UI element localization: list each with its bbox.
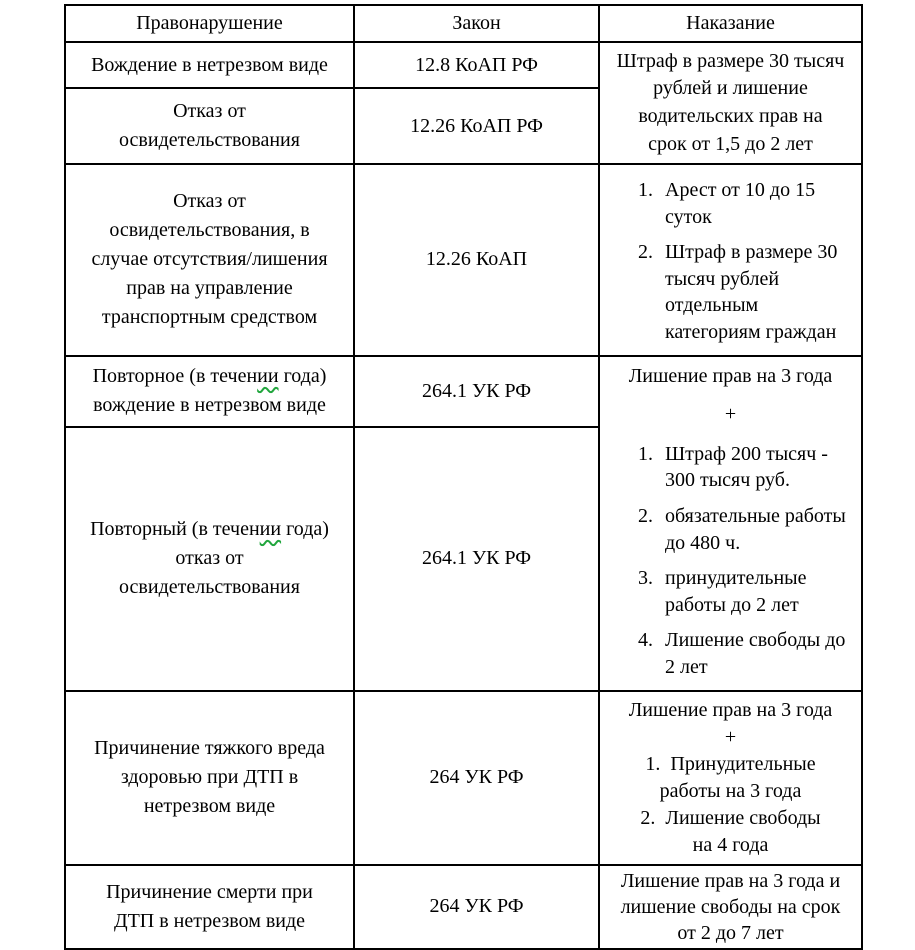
list-text: Штраф в размере 30 тысяч рублей отдельным категориям граждан — [665, 241, 838, 343]
cell-law-r7: 264 УК РФ — [354, 865, 599, 949]
punishment-line: срок от 1,5 до 2 лет — [648, 132, 813, 155]
row-grievous-harm — [65, 691, 862, 865]
offense-line: транспортным средством — [101, 306, 318, 329]
list-number: 1. — [638, 179, 653, 201]
list-number: 2. — [640, 806, 656, 829]
offense-text: Повторное (в течен — [92, 365, 258, 388]
offense-line: нетрезвом виде — [143, 795, 276, 817]
cell-offense-r7 — [65, 865, 354, 949]
list-text: принудительные работы до 2 лет — [665, 567, 807, 616]
offense-line: освидетельствования — [119, 576, 300, 599]
punishment-intro: Лишение прав на 3 года — [628, 698, 833, 721]
cell-offense-r6 — [65, 691, 354, 865]
punishment-line: Штраф в размере 30 тысяч — [616, 49, 845, 72]
offense-line: освидетельствования — [119, 129, 300, 151]
header-row — [65, 5, 862, 42]
cell-law-r6: 264 УК РФ — [354, 691, 599, 865]
offense-line: Причинение смерти при — [106, 880, 313, 903]
punishment-list-item — [638, 177, 855, 230]
offense-line: прав на управление — [126, 277, 293, 300]
punishment-line: Лишение прав на 3 года и — [620, 869, 841, 892]
list-number: 3. — [638, 567, 653, 590]
offense-line — [76, 362, 343, 391]
list-number: 4. — [638, 629, 653, 652]
punishment-list-line: на 4 года — [692, 833, 769, 856]
row-repeat-drunk-driving — [65, 356, 862, 427]
row-death — [65, 865, 862, 949]
offense-line: освидетельствования, в — [109, 219, 310, 242]
punishment-line: рублей и лишение — [653, 77, 808, 100]
offense-line: Отказ от — [173, 100, 246, 122]
header-offense: Правонарушение — [65, 5, 354, 42]
punishment-list-line: работы на 3 года — [659, 779, 802, 802]
punishment-list-item — [606, 805, 855, 832]
list-number: 1. — [638, 442, 653, 465]
offense-line — [76, 515, 343, 544]
punishment-line: водительских прав на — [638, 105, 823, 127]
offense-text: года) — [281, 518, 329, 541]
punishment-line: лишение свободы на срок — [620, 895, 841, 918]
list-text: Принудительные — [670, 752, 816, 775]
cell-punishment-r4-r5 — [599, 356, 862, 691]
punishment-list-item — [638, 565, 855, 618]
cell-law-r4: 264.1 УК РФ — [354, 356, 599, 427]
header-law: Закон — [354, 5, 599, 42]
offense-line: здоровью при ДТП в — [120, 766, 299, 788]
offense-line: отказ от — [175, 547, 244, 570]
cell-punishment-r1-r2 — [599, 42, 862, 164]
row-drunk-driving — [65, 42, 862, 88]
spellcheck-squiggle: ии — [257, 365, 279, 388]
list-number: 1. — [645, 752, 661, 775]
violations-table — [64, 4, 863, 950]
cell-punishment-r6 — [599, 691, 862, 865]
punishment-list-item — [606, 751, 855, 778]
list-text: Штраф 200 тысяч - 300 тысяч руб. — [665, 442, 828, 492]
row-refusal-no-license — [65, 164, 862, 356]
punishment-list-item — [638, 441, 855, 494]
cell-law-r2: 12.26 КоАП РФ — [354, 88, 599, 164]
punishment-list-item — [638, 627, 855, 680]
list-text: Лишение свободы — [665, 806, 821, 829]
offense-line: ДТП в нетрезвом виде — [113, 909, 306, 932]
cell-law-r5: 264.1 УК РФ — [354, 427, 599, 690]
punishment-list-item — [638, 239, 855, 345]
punishment-list-item — [638, 503, 855, 556]
punishment-line: от 2 до 7 лет — [677, 921, 784, 944]
list-text: обязательные работы до 480 ч. — [665, 504, 846, 554]
cell-punishment-r7 — [599, 865, 862, 949]
plus-sign: + — [724, 725, 737, 748]
header-punishment: Наказание — [599, 5, 862, 42]
offense-line: случае отсутствия/лишения — [91, 248, 328, 271]
cell-offense-r5 — [65, 427, 354, 690]
cell-law-r1: 12.8 КоАП РФ — [354, 42, 599, 88]
spellcheck-squiggle: ии — [259, 518, 282, 541]
offense-text: года) — [278, 365, 327, 388]
cell-offense-r1: Вождение в нетрезвом виде — [65, 42, 354, 88]
cell-offense-r3 — [65, 164, 354, 356]
cell-offense-r2 — [65, 88, 354, 164]
offense-text: Повторный (в течен — [90, 518, 260, 541]
cell-offense-r4 — [65, 356, 354, 427]
list-number: 2. — [638, 504, 653, 527]
list-text: Арест от 10 до 15 суток — [665, 179, 816, 228]
plus-sign: + — [724, 403, 737, 426]
offense-line: Причинение тяжкого вреда — [94, 737, 325, 759]
offense-line: Отказ от — [173, 190, 246, 213]
list-number: 2. — [638, 241, 653, 264]
punishment-intro: Лишение прав на 3 года — [628, 364, 833, 387]
cell-law-r3: 12.26 КоАП — [354, 164, 599, 356]
offense-line: вождение в нетрезвом виде — [93, 394, 326, 417]
cell-punishment-r3 — [599, 164, 862, 356]
list-text: Лишение свободы до 2 лет — [665, 629, 846, 678]
